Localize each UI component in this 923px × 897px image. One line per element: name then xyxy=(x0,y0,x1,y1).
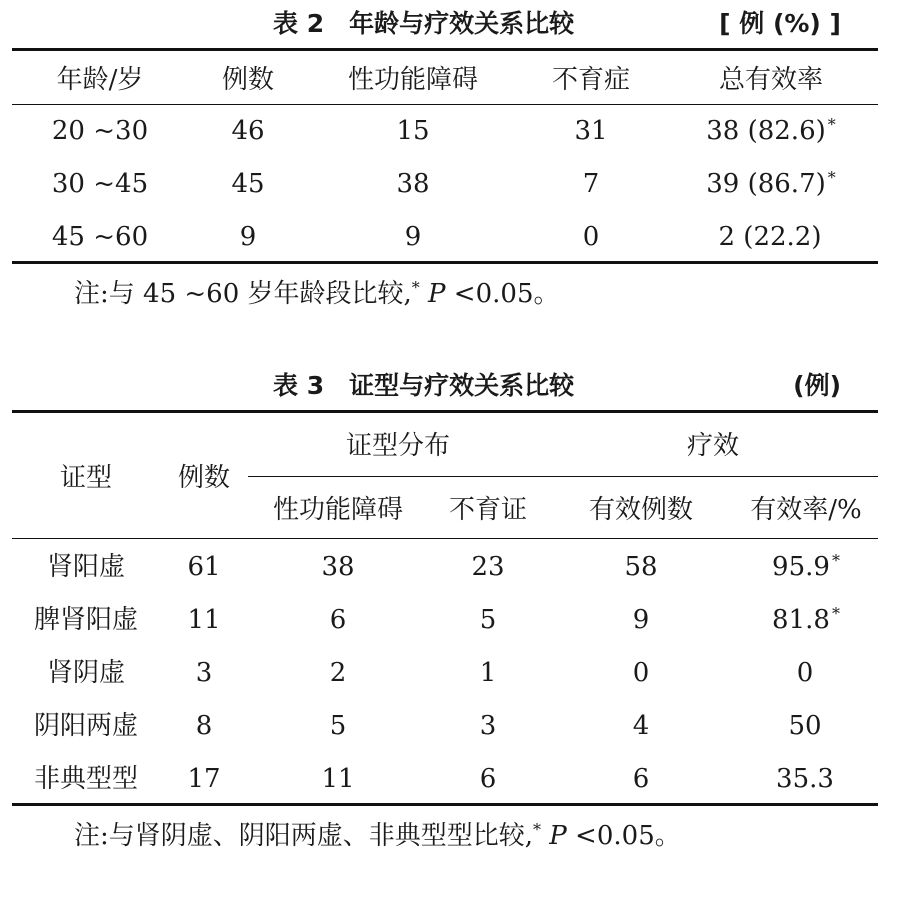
rate-value: 95.9 xyxy=(772,552,830,582)
table2-caption xyxy=(0,4,923,44)
table3-title: 表 3 证型与疗效关系比较 xyxy=(273,371,575,400)
significance-mark: * xyxy=(831,551,840,570)
table3-rate xyxy=(734,759,878,799)
table3-type: 肾阳虚 xyxy=(46,552,125,582)
table3-type: 非典型型 xyxy=(33,764,138,794)
table3-infertility: 1 xyxy=(479,658,497,688)
table2-age: 30 ~45 xyxy=(51,169,149,199)
table3-cases: 11 xyxy=(187,605,221,635)
table2-sexual: 15 xyxy=(396,116,430,146)
table3-cases: 61 xyxy=(187,552,221,582)
table3-effective: 4 xyxy=(632,711,650,741)
note-text: 注:与 45 ~60 岁年龄段比较, xyxy=(74,279,412,309)
table3-infertility: 6 xyxy=(479,764,497,794)
table3-top-rule xyxy=(12,410,878,413)
significance-mark: * xyxy=(827,115,836,134)
table3-header-infertility: 不育证 xyxy=(448,495,527,525)
significance-mark: * xyxy=(411,278,420,297)
table2-rate xyxy=(664,111,878,151)
table3-rate xyxy=(734,653,878,693)
table3-effective: 6 xyxy=(632,764,650,794)
table3-infertility: 5 xyxy=(479,605,497,635)
note-threshold: <0.05。 xyxy=(445,279,560,309)
rate-value: 2 (22.2) xyxy=(718,222,822,252)
table3-infertility: 3 xyxy=(479,711,497,741)
table3-header-syndrome: 证型 xyxy=(59,463,112,493)
table3-sexual: 6 xyxy=(329,605,347,635)
rate-value: 50 xyxy=(788,711,822,741)
note-threshold: <0.05。 xyxy=(566,821,681,851)
table3-sexual: 38 xyxy=(321,552,355,582)
table2-cases: 45 xyxy=(231,169,265,199)
rate-value: 35.3 xyxy=(776,764,834,794)
significance-mark: * xyxy=(831,604,840,623)
table3-rate xyxy=(734,706,878,746)
table3-caption xyxy=(0,366,923,406)
table2-cases: 9 xyxy=(239,222,257,252)
table3-group-efficacy: 疗效 xyxy=(686,431,739,461)
p-symbol: P xyxy=(549,821,567,851)
table2-rate xyxy=(664,217,878,257)
table2-note xyxy=(74,274,560,314)
table3-note xyxy=(74,816,681,856)
table3-effective: 58 xyxy=(624,552,658,582)
table3-rate xyxy=(734,600,878,640)
table2-infertility: 31 xyxy=(574,116,608,146)
note-text: 注:与肾阴虚、阴阳两虚、非典型型比较, xyxy=(74,821,534,851)
table3-header-rate: 有效率/% xyxy=(750,495,862,525)
table2-header-sexual: 性功能障碍 xyxy=(347,65,478,95)
table2-header-age: 年龄/岁 xyxy=(56,65,144,95)
table2-top-rule xyxy=(12,48,878,51)
table3-sexual: 5 xyxy=(329,711,347,741)
table3-group-distribution: 证型分布 xyxy=(345,431,450,461)
table2-header-cases: 例数 xyxy=(221,65,274,95)
table3-type: 阴阳两虚 xyxy=(33,711,138,741)
table2-infertility: 0 xyxy=(582,222,600,252)
table3-bottom-rule xyxy=(12,803,878,806)
table3-sexual: 2 xyxy=(329,658,347,688)
significance-mark: * xyxy=(827,168,836,187)
table3-cases: 3 xyxy=(195,658,213,688)
table3-effective: 9 xyxy=(632,605,650,635)
rate-value: 0 xyxy=(796,658,814,688)
table3-header-effective: 有效例数 xyxy=(588,495,693,525)
table2-title: 表 2 年龄与疗效关系比较 xyxy=(273,9,575,38)
table3-cases: 8 xyxy=(195,711,213,741)
table2-sexual: 38 xyxy=(396,169,430,199)
table2-header-rate: 总有效率 xyxy=(718,65,823,95)
table2-rate xyxy=(664,164,878,204)
table2-sexual: 9 xyxy=(404,222,422,252)
table3-rate xyxy=(734,547,878,587)
table2-header-infertility: 不育症 xyxy=(551,65,630,95)
p-symbol: P xyxy=(428,279,446,309)
table3-unit: (例) xyxy=(793,371,841,400)
rate-value: 38 (82.6) xyxy=(706,116,826,146)
table2-age: 20 ~30 xyxy=(51,116,149,146)
rate-value: 39 (86.7) xyxy=(706,169,826,199)
table3-cases: 17 xyxy=(187,764,221,794)
table2-bottom-rule xyxy=(12,261,878,264)
rate-value: 81.8 xyxy=(772,605,830,635)
table2-age: 45 ~60 xyxy=(51,222,149,252)
significance-mark: * xyxy=(533,820,542,839)
table3-type: 脾肾阳虚 xyxy=(33,605,138,635)
table2-infertility: 7 xyxy=(582,169,600,199)
table3-header-cases: 例数 xyxy=(177,463,230,493)
table2-cases: 46 xyxy=(231,116,265,146)
table2-header-rule xyxy=(12,104,878,105)
table3-type: 肾阴虚 xyxy=(46,658,125,688)
table3-effective: 0 xyxy=(632,658,650,688)
table3-group-rule xyxy=(248,476,878,477)
table3-infertility: 23 xyxy=(471,552,505,582)
table2-unit: [ 例 (%) ] xyxy=(719,9,841,38)
table3-sexual: 11 xyxy=(321,764,355,794)
table3-header-sexual: 性功能障碍 xyxy=(272,495,403,525)
table3-header-rule xyxy=(12,538,878,539)
